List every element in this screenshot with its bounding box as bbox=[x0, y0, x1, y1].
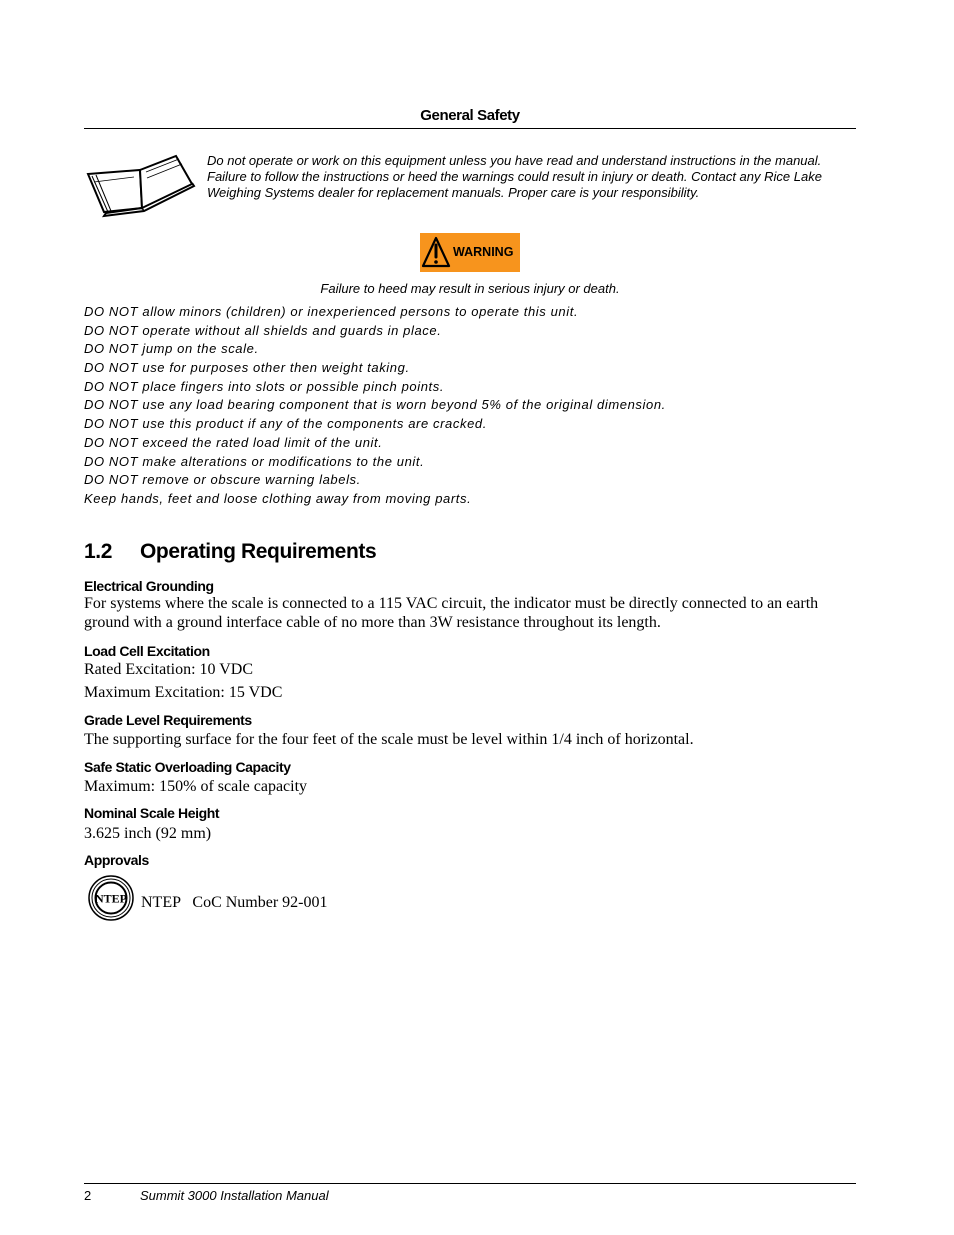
ntep-seal-text: NTEP bbox=[94, 891, 128, 906]
scale-height-text: 3.625 inch (92 mm) bbox=[84, 825, 212, 842]
section-number: 1.2 bbox=[84, 540, 112, 563]
safety-list-item: DO NOT use any load bearing component that is worn beyond 5% of the original dimension. bbox=[84, 397, 666, 413]
safety-list-item: DO NOT use for purposes other then weight taking. bbox=[84, 360, 410, 376]
safety-list-item: DO NOT allow minors (children) or inexperienced persons to operate this unit. bbox=[84, 304, 579, 319]
overload-capacity-heading: Safe Static Overloading Capacity bbox=[84, 759, 291, 775]
safety-intro-text: Do not operate or work on this equipment unless you have read and understand instructions in the manual. Failure to follow the instructions or heed the warnings could result in injury or death. Contact any Rice Lake Weighing Systems dealer for replacement manuals. Proper care is your responsibility. bbox=[207, 153, 822, 200]
maximum-excitation-text: Maximum Excitation: 15 VDC bbox=[84, 684, 283, 701]
safety-list bbox=[84, 303, 856, 509]
grade-level-text: The supporting surface for the four feet of the scale must be level within 1/4 inch of horizontal. bbox=[84, 731, 694, 748]
safety-list-item: DO NOT place fingers into slots or possible pinch points. bbox=[84, 378, 445, 394]
load-cell-excitation-heading: Load Cell Excitation bbox=[84, 643, 210, 659]
safety-list-item: DO NOT remove or obscure warning labels. bbox=[84, 472, 361, 488]
safety-list-item: DO NOT make alterations or modifications to the unit. bbox=[84, 453, 425, 469]
general-safety-heading: General Safety bbox=[420, 107, 520, 124]
section-title bbox=[84, 540, 376, 564]
approvals-heading: Approvals bbox=[84, 852, 149, 868]
ntep-seal-icon bbox=[88, 875, 134, 921]
warning-label-text: WARNING bbox=[453, 245, 514, 259]
manual-title: Summit 3000 Installation Manual bbox=[140, 1188, 329, 1203]
page-number: 2 bbox=[84, 1188, 92, 1203]
footer-rule bbox=[84, 1183, 856, 1184]
safety-list-item: DO NOT jump on the scale. bbox=[84, 341, 259, 357]
header-rule bbox=[84, 128, 856, 129]
safety-list-item: DO NOT exceed the rated load limit of the unit. bbox=[84, 434, 383, 450]
electrical-grounding-heading: Electrical Grounding bbox=[84, 578, 214, 594]
safety-list-item: DO NOT use this product if any of the components are cracked. bbox=[84, 416, 487, 432]
scale-height-heading: Nominal Scale Height bbox=[84, 805, 220, 821]
overload-capacity-text: Maximum: 150% of scale capacity bbox=[84, 778, 308, 795]
electrical-grounding-text: For systems where the scale is connected to a 115 VAC circuit, the indicator must be directly connected to an earth ground with a ground interface cable of no more than 3W resistance throughout its length. bbox=[84, 595, 819, 631]
rated-excitation-text: Rated Excitation: 10 VDC bbox=[84, 661, 254, 678]
section-title-text: Operating Requirements bbox=[140, 540, 377, 563]
grade-level-heading: Grade Level Requirements bbox=[84, 712, 252, 728]
safety-list-item: Keep hands, feet and loose clothing away from moving parts. bbox=[84, 490, 472, 506]
warning-caption: Failure to heed may result in serious injury or death. bbox=[320, 281, 620, 296]
warning-label bbox=[420, 233, 520, 272]
safety-list-item: DO NOT operate without all shields and guards in place. bbox=[84, 322, 442, 338]
open-book-icon bbox=[84, 152, 196, 218]
ntep-certificate-text: NTEP CoC Number 92-001 bbox=[141, 894, 328, 911]
